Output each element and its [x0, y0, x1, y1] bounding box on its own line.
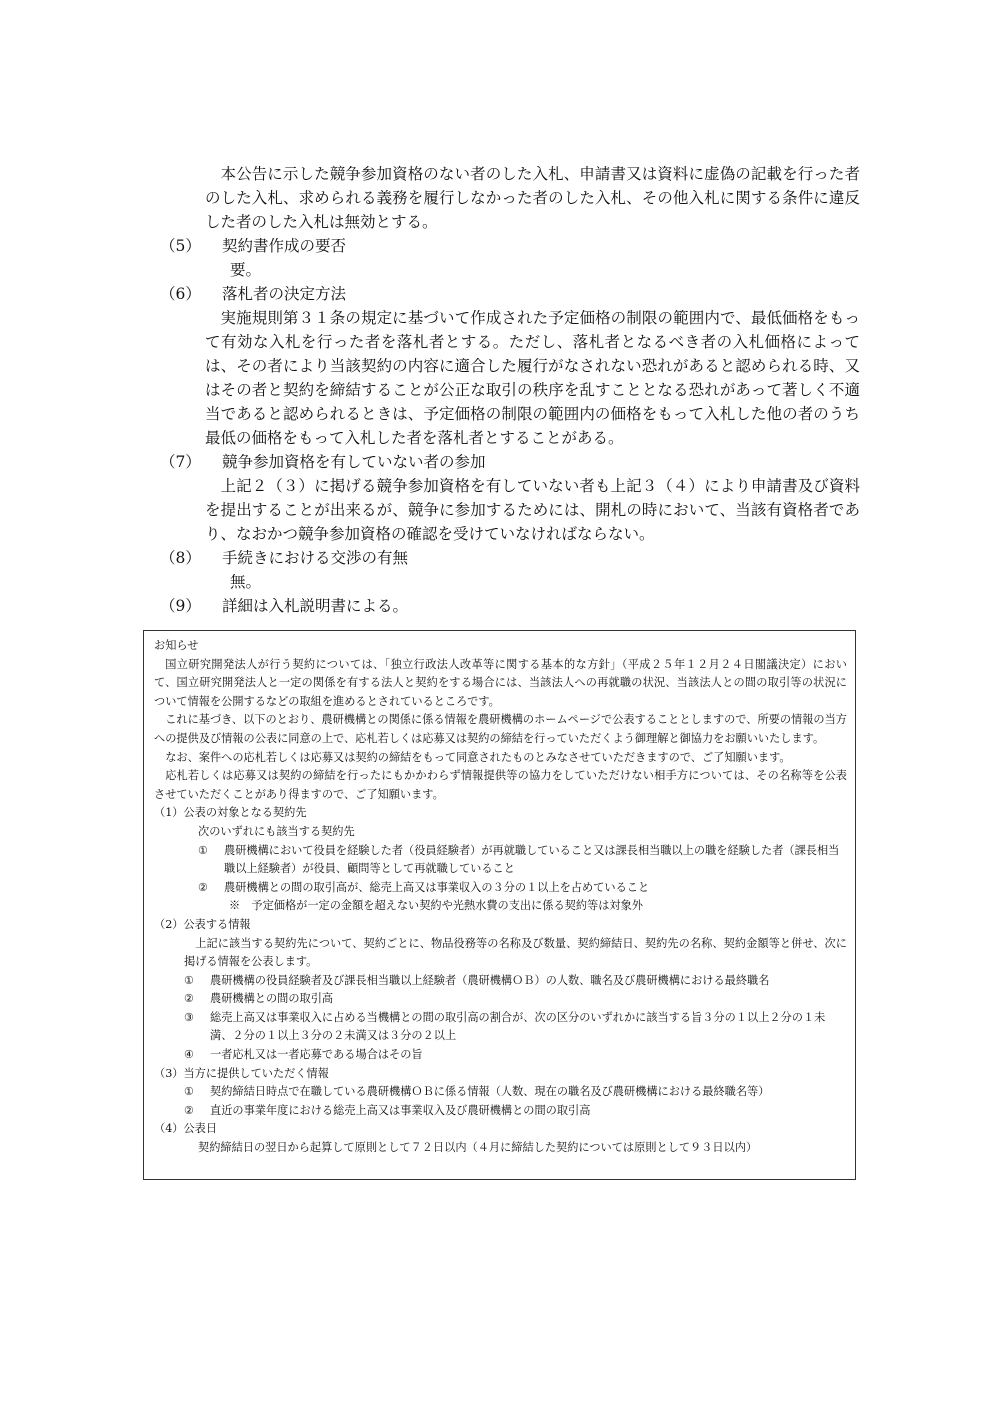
- item-mark: ①: [184, 973, 195, 987]
- section-2-item: [154, 972, 847, 991]
- notice-paragraph-4: 応札若しくは応募又は契約の締結を行ったにもかかわらず情報提供等の協力をしていただけない相手方については、その名称等を公表させていただくことがあり得ますので、ご了知願います。: [154, 769, 847, 801]
- item-title: 競争参加資格を有していない者の参加: [222, 453, 486, 471]
- item-title: 手続きにおける交渉の有無: [222, 549, 409, 567]
- item-text: 契約締結日時点で在職している農研機構ＯＢに係る情報（人数、現在の職名及び農研機構における最終職名等）: [210, 1085, 770, 1099]
- section-2-item: [154, 1046, 847, 1065]
- section-3-item: [154, 1083, 847, 1102]
- section-4-text: 契約締結日の翌日から起算して原則として７２日以内（４月に締結した契約については原則として９３日以内）: [198, 1141, 758, 1155]
- item-mark: ①: [184, 1085, 195, 1099]
- item-number: （5）: [160, 237, 201, 255]
- item-7: [160, 450, 860, 546]
- item-body: 無。: [230, 573, 262, 591]
- item-9: [160, 594, 860, 618]
- item-title: 契約書作成の要否: [222, 237, 347, 255]
- item-text: 農研機構との間の取引高が、総売上高又は事業収入の３分の１以上を占めていること: [224, 880, 650, 894]
- section-1-item: [154, 842, 847, 879]
- section-1-title: （1）公表の対象となる契約先: [154, 806, 307, 820]
- section-4-title: （4）公表日: [154, 1122, 218, 1136]
- notice-paragraph-3: なお、案件への応札若しくは応募又は契約の締結をもって同意されたものとみなさせていただきますので、ご了知願います。: [165, 750, 791, 764]
- item-text: 農研機構との間の取引高: [210, 992, 334, 1006]
- notice-paragraph-1: 国立研究開発法人が行う契約については、「独立行政法人改革等に関する基本的な方針」（平成２５年１２月２４日閣議決定）において、国立研究開発法人と一定の関係を有する法人と契約をする場合には、当該法人への再就職の状況、当該法人との間の取引等の状況について情報を公開するなどの取組を進めるとされているところです。: [154, 657, 847, 708]
- item-text: 農研機構において役員を経験した者（役員経験者）が再就職していること又は課長相当職以上の職を経験した者（課長相当職以上経験者）が役員、顧問等として再就職していること: [224, 843, 840, 876]
- notice-heading: お知らせ: [154, 639, 199, 652]
- item-8: [160, 546, 860, 594]
- item-number: （6）: [160, 285, 201, 303]
- item-mark: ②: [184, 992, 195, 1006]
- item-text: 直近の事業年度における総売上高又は事業収入及び農研機構との間の取引高: [210, 1103, 591, 1117]
- item-text: 総売上高又は事業収入に占める当機構との間の取引高の割合が、次の区分のいずれかに該当する旨３分の１以上２分の１未満、２分の１以上３分の２未満又は３分の２以上: [210, 1010, 826, 1043]
- section-3-item: [154, 1102, 847, 1121]
- notice-box: [143, 630, 856, 1180]
- section-1-lead: 次のいずれにも該当する契約先: [198, 824, 355, 838]
- notice-paragraph-2: これに基づき、以下のとおり、農研機構との関係に係る情報を農研機構のホームページで公表することとしますので、所要の情報の当方への提供及び情報の公表に同意の上で、応札若しくは応募又は契約の締結を行っていただくよう御理解と御協力をお願いいたします。: [154, 713, 847, 745]
- section-1-item: [154, 879, 847, 898]
- item-title: 詳細は入札説明書による。: [222, 597, 409, 615]
- item-body: 上記２（３）に掲げる競争参加資格を有していない者も上記３（４）により申請書及び資料を提出することが出来るが、競争に参加するためには、開札の時において、当該有資格者であり、なおかつ競争参加資格の確認を受けていなければならない。: [205, 477, 860, 543]
- section-2-item: [154, 990, 847, 1009]
- item-title: 落札者の決定方法: [222, 285, 347, 303]
- item-number: （7）: [160, 453, 201, 471]
- item-mark: ①: [198, 843, 209, 857]
- item-6: [160, 282, 860, 450]
- item-body: 要。: [230, 261, 262, 279]
- item-text: 農研機構の役員経験者及び課長相当職以上経験者（農研機構ＯＢ）の人数、職名及び農研機構における最終職名: [210, 973, 770, 987]
- section-2-title: （2）公表する情報: [154, 917, 251, 931]
- section-1-note: ※ 予定価格が一定の金額を超えない契約や光熱水費の支出に係る契約等は対象外: [229, 899, 643, 913]
- section-2-lead: 上記に該当する契約先について、契約ごとに、物品役務等の名称及び数量、契約締結日、契約先の名称、契約金額等と併せ、次に掲げる情報を公表します。: [184, 936, 847, 969]
- item-mark: ②: [184, 1103, 195, 1117]
- item-5: [160, 234, 860, 282]
- intro-paragraph: 本公告に示した競争参加資格のない者のした入札、申請書又は資料に虚偽の記載を行った者のした入札、求められる義務を履行しなかった者のした入札、その他入札に関する条件に違反した者のした入札は無効とする。: [205, 165, 860, 231]
- item-mark: ④: [184, 1048, 195, 1062]
- item-number: （9）: [160, 597, 201, 615]
- item-body: 実施規則第３１条の規定に基づいて作成された予定価格の制限の範囲内で、最低価格をもって有効な入札を行った者を落札者とする。ただし、落札者となるべき者の入札価格によっては、その者により当該契約の内容に適合した履行がなされない恐れがあると認められる時、又はその者と契約を締結することが公正な取引の秩序を乱すこととなる恐れがあって著しく不適当であると認められるときは、予定価格の制限の範囲内の価格をもって入札した他の者のうち最低の価格をもって入札した者を落札者とすることがある。: [205, 309, 860, 447]
- section-2-item: [154, 1009, 847, 1046]
- item-text: 一者応札又は一者応募である場合はその旨: [210, 1048, 423, 1062]
- item-mark: ③: [184, 1010, 195, 1024]
- item-mark: ②: [198, 880, 209, 894]
- section-3-title: （3）当方に提供していただく情報: [154, 1066, 329, 1080]
- main-text: [160, 162, 860, 618]
- item-number: （8）: [160, 549, 201, 567]
